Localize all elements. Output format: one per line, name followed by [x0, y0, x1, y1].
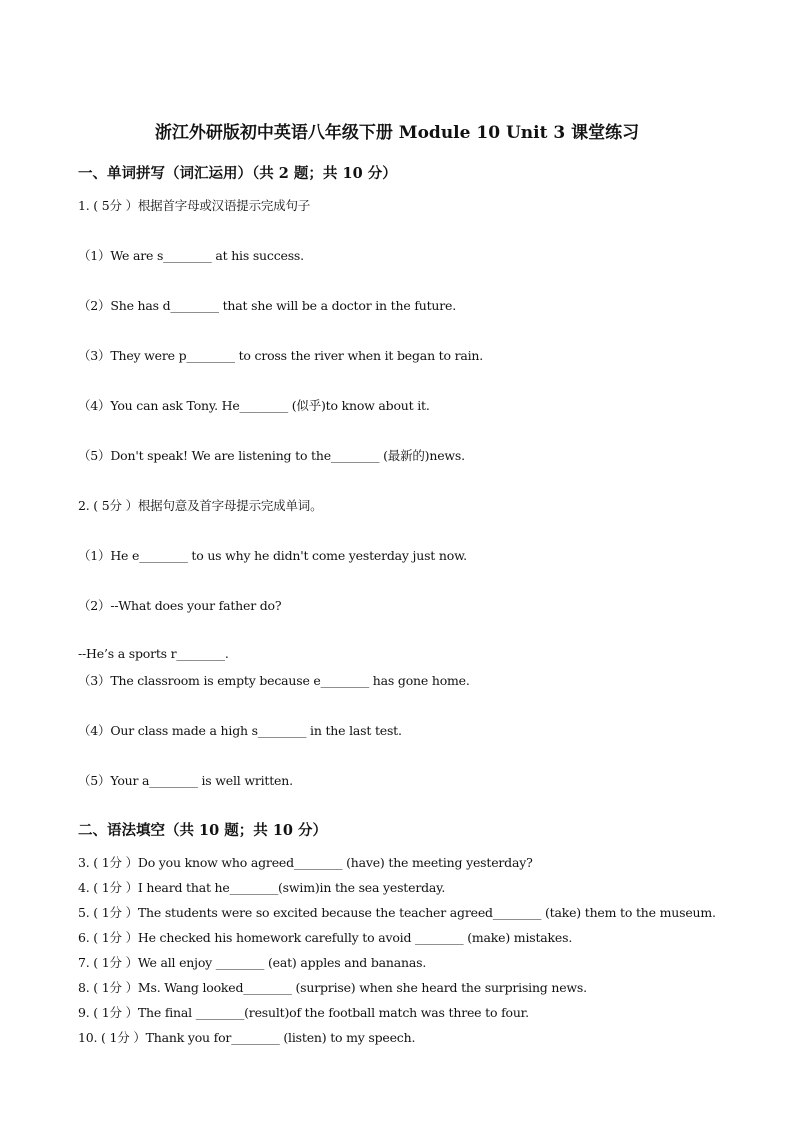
question-1-item: （1）We are s________ at his success.	[78, 248, 304, 263]
grammar-question: 8. ( 1分 ）Ms. Wang looked________ (surprise) when she heard the surprising news.	[78, 980, 587, 995]
question-1-item: （3）They were p________ to cross the river when it began to rain.	[78, 348, 484, 363]
page-title: 浙江外研版初中英语八年级下册 Module 10 Unit 3 课堂练习	[154, 123, 640, 143]
section-heading-vocabulary: 一、单词拼写（词汇运用）（共 2 题；共 10 分）	[78, 165, 397, 182]
question-2-stem: 2. ( 5分 ）根据句意及首字母提示完成单词。	[78, 498, 323, 513]
question-1-stem: 1. ( 5分 ）根据首字母或汉语提示完成句子	[78, 198, 311, 213]
question-2-item: （1）He e________ to us why he didn't come yesterday just now.	[78, 548, 467, 563]
question-2-item: --He’s a sports r________.	[78, 646, 229, 661]
question-2-item: （5）Your a________ is well written.	[78, 773, 293, 788]
section-heading-grammar: 二、语法填空（共 10 题；共 10 分）	[78, 822, 328, 839]
grammar-question: 4. ( 1分 ）I heard that he________(swim)in the sea yesterday.	[78, 880, 446, 895]
grammar-question: 5. ( 1分 ）The students were so excited because the teacher agreed________ (take) them to the museum.	[78, 905, 716, 920]
question-1-item: （2）She has d________ that she will be a doctor in the future.	[78, 298, 457, 313]
question-1-item: （4）You can ask Tony. He________ (似乎)to know about it.	[78, 398, 430, 413]
grammar-question: 3. ( 1分 ）Do you know who agreed________ (have) the meeting yesterday?	[78, 855, 533, 870]
grammar-question: 6. ( 1分 ）He checked his homework carefully to avoid ________ (make) mistakes.	[78, 930, 573, 945]
question-2-item: （4）Our class made a high s________ in the last test.	[78, 723, 402, 738]
question-2-item: （3）The classroom is empty because e________ has gone home.	[78, 673, 470, 688]
grammar-question: 10. ( 1分 ）Thank you for________ (listen) to my speech.	[78, 1030, 416, 1045]
grammar-question: 9. ( 1分 ）The final ________(result)of the football match was three to four.	[78, 1005, 529, 1020]
question-2-item: （2）--What does your father do?	[78, 598, 282, 613]
grammar-question: 7. ( 1分 ）We all enjoy ________ (eat) apples and bananas.	[78, 955, 427, 970]
question-1-item: （5）Don't speak! We are listening to the________ (最新的)news.	[78, 448, 465, 463]
